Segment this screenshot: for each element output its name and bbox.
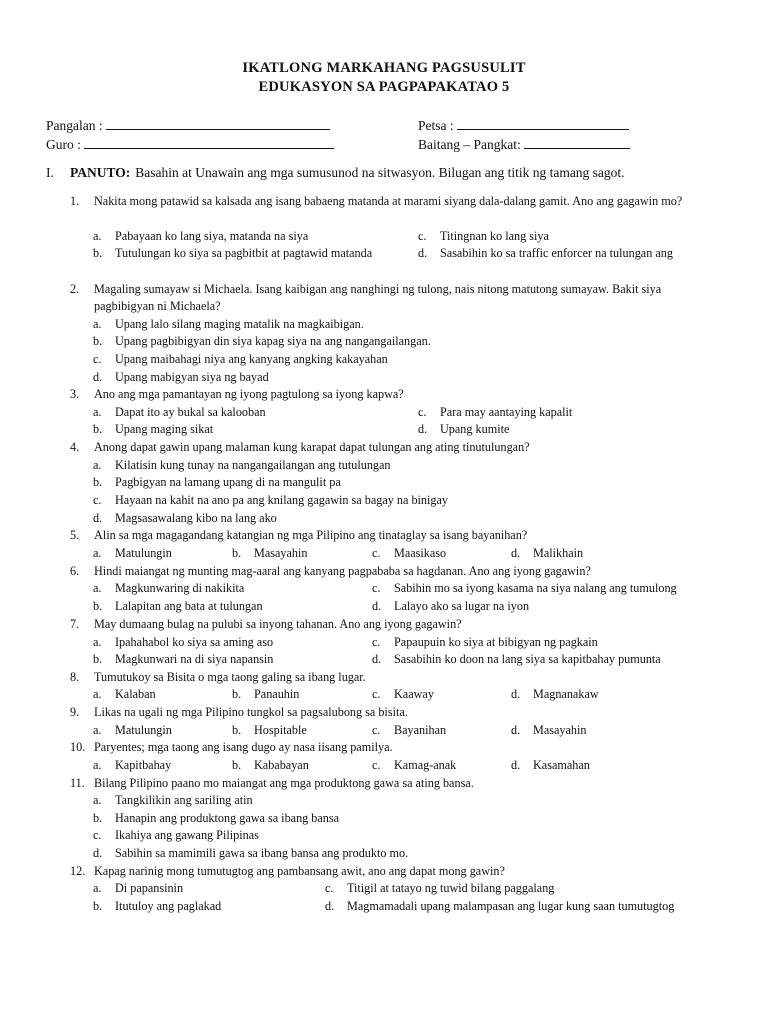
question-number: 11. [70, 776, 85, 790]
option-letter: a. [93, 758, 102, 772]
option-letter: d. [511, 758, 521, 772]
option-letter: d. [511, 723, 521, 737]
option-text: Kapitbahay [115, 758, 172, 772]
option-letter: a. [93, 881, 102, 895]
option-letter: b. [232, 546, 242, 560]
question-stem: Hindi maiangat ng munting mag-aaral ang kanyang pagpababa sa hagdanan. Ano ang iyong gagawin? [94, 564, 591, 578]
option-c[interactable] [418, 228, 549, 245]
option-letter: b. [93, 246, 103, 260]
grade-blank[interactable] [524, 136, 630, 149]
option-letter: a. [93, 405, 102, 419]
option-d[interactable] [511, 757, 590, 774]
question-number: 1. [70, 194, 80, 208]
option-text: Magkunwaring di nakikita [115, 581, 245, 595]
option-letter: b. [93, 334, 103, 348]
question-stem: Paryentes; mga taong ang isang dugo ay nasa iisang pamilya. [94, 740, 393, 754]
option-letter: c. [93, 352, 102, 366]
option-letter: d. [325, 899, 335, 913]
option-letter: a. [93, 546, 102, 560]
option-letter: b. [93, 652, 103, 666]
option-c[interactable] [93, 492, 448, 509]
option-d[interactable] [372, 598, 529, 615]
option-a[interactable] [93, 316, 364, 333]
option-text: Bayanihan [394, 723, 447, 737]
option-letter: c. [93, 493, 102, 507]
grade-label: Baitang – Pangkat: [418, 137, 521, 152]
option-text: Hayaan na kahit na ano pa ang knilang gagawin sa bagay na binigay [115, 493, 449, 507]
instructions [46, 165, 625, 181]
option-a[interactable] [93, 686, 156, 703]
question-stem: Magaling sumayaw si Michaela. Isang kaibigan ang nanghingi ng tulong, nais nitong matutong sumayaw. Bakit siya pagbibigyan ni Michaela? [94, 282, 662, 313]
option-b[interactable] [232, 686, 299, 703]
option-text: Kalaban [115, 687, 156, 701]
option-a[interactable] [93, 880, 183, 897]
question-stem: May dumaang bulag na pulubi sa inyong tahanan. Ano ang iyong gagawin? [94, 617, 462, 631]
option-c[interactable] [325, 880, 554, 897]
option-d[interactable] [93, 845, 408, 862]
option-letter: a. [93, 458, 102, 472]
option-text: Kasamahan [533, 758, 590, 772]
option-text: Malikhain [533, 546, 584, 560]
option-letter: c. [372, 546, 381, 560]
option-text: Titingnan ko lang siya [440, 229, 549, 243]
option-letter: b. [232, 687, 242, 701]
option-c[interactable] [418, 404, 572, 421]
option-a[interactable] [93, 580, 244, 597]
option-letter: a. [93, 687, 102, 701]
option-text: Tangkilikin ang sariling atin [115, 793, 253, 807]
option-a[interactable] [93, 228, 308, 245]
option-letter: a. [93, 229, 102, 243]
option-letter: a. [93, 581, 102, 595]
option-letter: c. [93, 828, 102, 842]
option-text: Upang pagbibigyan din siya kapag siya na ang nangangailangan. [115, 334, 431, 348]
option-text: Upang maging sikat [115, 422, 214, 436]
option-text: Masayahin [533, 723, 587, 737]
option-text: Upang lalo silang maging matalik na magkaibigan. [115, 317, 364, 331]
name-blank[interactable] [106, 117, 330, 130]
option-d[interactable] [93, 369, 269, 386]
option-b[interactable] [232, 757, 309, 774]
question-stem: Alin sa mga magagandang katangian ng mga Pilipino ang tinataglay sa isang bayanihan? [94, 528, 528, 542]
question-number: 10. [70, 740, 86, 754]
question-number: 2. [70, 282, 80, 296]
question-stem: Tumutukoy sa Bisita o mga taong galing sa ibang lugar. [94, 670, 366, 684]
question-number: 5. [70, 528, 80, 542]
option-text: Dapat ito ay bukal sa kalooban [115, 405, 266, 419]
option-letter: a. [93, 723, 102, 737]
question-number: 7. [70, 617, 80, 631]
option-text: Para may aantaying kapalit [440, 405, 573, 419]
option-text: Tutulungan ko siya sa pagbitbit at pagtawid matanda [115, 246, 373, 260]
question-stem: Nakita mong patawid sa kalsada ang isang babaeng matanda at marami siyang dala-dalang gamit. Ano ang gagawin mo? [94, 194, 683, 208]
option-text: Magsasawalang kibo na lang ako [115, 511, 277, 525]
date-label: Petsa : [418, 118, 454, 133]
option-letter: b. [93, 475, 103, 489]
option-letter: b. [93, 599, 103, 613]
instructions-text: Basahin at Unawain ang mga sumusunod na sitwasyon. Bilugan ang titik ng tamang sagot. [135, 165, 625, 180]
option-text: Sasabihin ko doon na lang siya sa kapitbahay pumunta [394, 652, 661, 666]
option-letter: a. [93, 635, 102, 649]
option-letter: d. [511, 546, 521, 560]
name-label: Pangalan : [46, 118, 103, 133]
option-text: Masayahin [254, 546, 308, 560]
option-letter: d. [93, 511, 103, 525]
option-c[interactable] [372, 686, 434, 703]
question-stem: Anong dapat gawin upang malaman kung karapat dapat tulungan ang ating tinutulungan? [94, 440, 530, 454]
grade-section-field [418, 136, 630, 153]
option-b[interactable] [93, 651, 273, 668]
option-letter: b. [232, 723, 242, 737]
option-text: Kaaway [394, 687, 434, 701]
option-letter: c. [372, 581, 381, 595]
option-text: Kamag-anak [394, 758, 457, 772]
option-c[interactable] [372, 757, 456, 774]
option-text: Itutuloy ang paglakad [115, 899, 222, 913]
option-text: Ipahahabol ko siya sa aming aso [115, 635, 274, 649]
option-a[interactable] [93, 634, 273, 651]
option-b[interactable] [232, 545, 307, 562]
teacher-field [46, 136, 334, 153]
option-text: Upang kumite [440, 422, 510, 436]
option-b[interactable] [93, 333, 431, 350]
option-text: Kababayan [254, 758, 309, 772]
option-text: Di papansinin [115, 881, 184, 895]
option-letter: d. [372, 599, 382, 613]
option-text: Magmamadali upang malampasan ang lugar kung saan tumutugtog [347, 899, 675, 913]
option-letter: d. [372, 652, 382, 666]
option-c[interactable] [372, 580, 677, 597]
option-text: Ikahiya ang gawang Pilipinas [115, 828, 259, 842]
exam-title: IKATLONG MARKAHANG PAGSUSULIT [242, 60, 526, 76]
option-c[interactable] [372, 634, 598, 651]
option-d[interactable] [418, 245, 673, 262]
option-text: Magnanakaw [533, 687, 599, 701]
instructions-label: PANUTO: [70, 165, 131, 180]
option-text: Pabayaan ko lang siya, matanda na siya [115, 229, 309, 243]
option-text: Kilatisin kung tunay na nangangailangan ang tutulungan [115, 458, 391, 472]
option-text: Hanapin ang produktong gawa sa ibang bansa [115, 811, 340, 825]
option-text: Pagbigyan na lamang upang di na mangulit pa [115, 475, 341, 489]
question-stem: Ano ang mga pamantayan ng iyong pagtulong sa iyong kapwa? [94, 387, 404, 401]
option-a[interactable] [93, 757, 171, 774]
option-d[interactable] [511, 545, 583, 562]
option-letter: c. [372, 758, 381, 772]
option-c[interactable] [372, 722, 446, 739]
option-d[interactable] [325, 898, 674, 915]
question-number: 9. [70, 705, 80, 719]
option-letter: c. [418, 405, 427, 419]
name-field [46, 117, 330, 134]
option-text: Hospitable [254, 723, 307, 737]
teacher-label: Guro : [46, 137, 81, 152]
option-letter: d. [418, 422, 428, 436]
option-c[interactable] [93, 351, 388, 368]
option-text: Sasabihin ko sa traffic enforcer na tulungan ang [440, 246, 673, 260]
option-text: Lalapitan ang bata at tulungan [115, 599, 263, 613]
date-blank[interactable] [457, 117, 629, 130]
option-text: Matulungin [115, 723, 172, 737]
option-b[interactable] [93, 898, 221, 915]
option-b[interactable] [93, 421, 213, 438]
option-a[interactable] [93, 792, 253, 809]
option-a[interactable] [93, 457, 391, 474]
option-letter: c. [372, 687, 381, 701]
option-text: Titigil at tatayo ng tuwid bilang paggalang [347, 881, 555, 895]
question-stem: Likas na ugali ng mga Pilipino tungkol sa pagsalubong sa bisita. [94, 705, 408, 719]
question-stem: Bilang Pilipino paano mo maiangat ang mga produktong gawa sa ating bansa. [94, 776, 474, 790]
option-letter: b. [93, 422, 103, 436]
question-number: 8. [70, 670, 80, 684]
option-letter: d. [511, 687, 521, 701]
option-b[interactable] [93, 598, 263, 615]
date-field [418, 117, 629, 134]
option-letter: a. [93, 317, 102, 331]
teacher-blank[interactable] [84, 136, 334, 149]
option-b[interactable] [93, 474, 341, 491]
question-number: 4. [70, 440, 80, 454]
option-text: Maasikaso [394, 546, 447, 560]
option-text: Sabihin sa mamimili gawa sa ibang bansa ang produkto mo. [115, 846, 409, 860]
subject-title: EDUKASYON SA PAGPAPAKATAO 5 [258, 79, 510, 95]
option-text: Magkunwari na di siya napansin [115, 652, 274, 666]
option-text: Papaupuin ko siya at bibigyan ng pagkain [394, 635, 598, 649]
option-b[interactable] [93, 245, 383, 262]
option-letter: b. [93, 811, 103, 825]
section-number: I. [46, 165, 54, 180]
option-letter: d. [93, 370, 103, 384]
option-d[interactable] [511, 722, 586, 739]
option-text: Upang maibahagi niya ang kanyang angking kakayahan [115, 352, 388, 366]
option-a[interactable] [93, 722, 172, 739]
option-letter: b. [93, 899, 103, 913]
option-letter: d. [93, 846, 103, 860]
option-d[interactable] [372, 651, 661, 668]
option-c[interactable] [372, 545, 446, 562]
option-letter: c. [325, 881, 334, 895]
option-text: Upang mabigyan siya ng bayad [115, 370, 269, 384]
option-b[interactable] [93, 810, 339, 827]
question-number: 3. [70, 387, 80, 401]
option-b[interactable] [232, 722, 307, 739]
question-number: 6. [70, 564, 80, 578]
option-letter: d. [418, 246, 428, 260]
option-letter: a. [93, 793, 102, 807]
option-c[interactable] [93, 827, 259, 844]
option-text: Sabihin mo sa iyong kasama na siya nalang ang tumulong [394, 581, 677, 595]
option-letter: c. [418, 229, 427, 243]
option-d[interactable] [93, 510, 277, 527]
option-a[interactable] [93, 404, 266, 421]
question-number: 12. [70, 864, 86, 878]
option-text: Matulungin [115, 546, 172, 560]
option-letter: c. [372, 723, 381, 737]
option-letter: c. [372, 635, 381, 649]
option-letter: b. [232, 758, 242, 772]
option-d[interactable] [418, 421, 509, 438]
question-stem: Kapag narinig mong tumutugtog ang pambansang awit, ano ang dapat mong gawin? [94, 864, 505, 878]
option-text: Lalayo ako sa lugar na iyon [394, 599, 530, 613]
option-text: Panauhin [254, 687, 300, 701]
option-a[interactable] [93, 545, 172, 562]
option-d[interactable] [511, 686, 599, 703]
